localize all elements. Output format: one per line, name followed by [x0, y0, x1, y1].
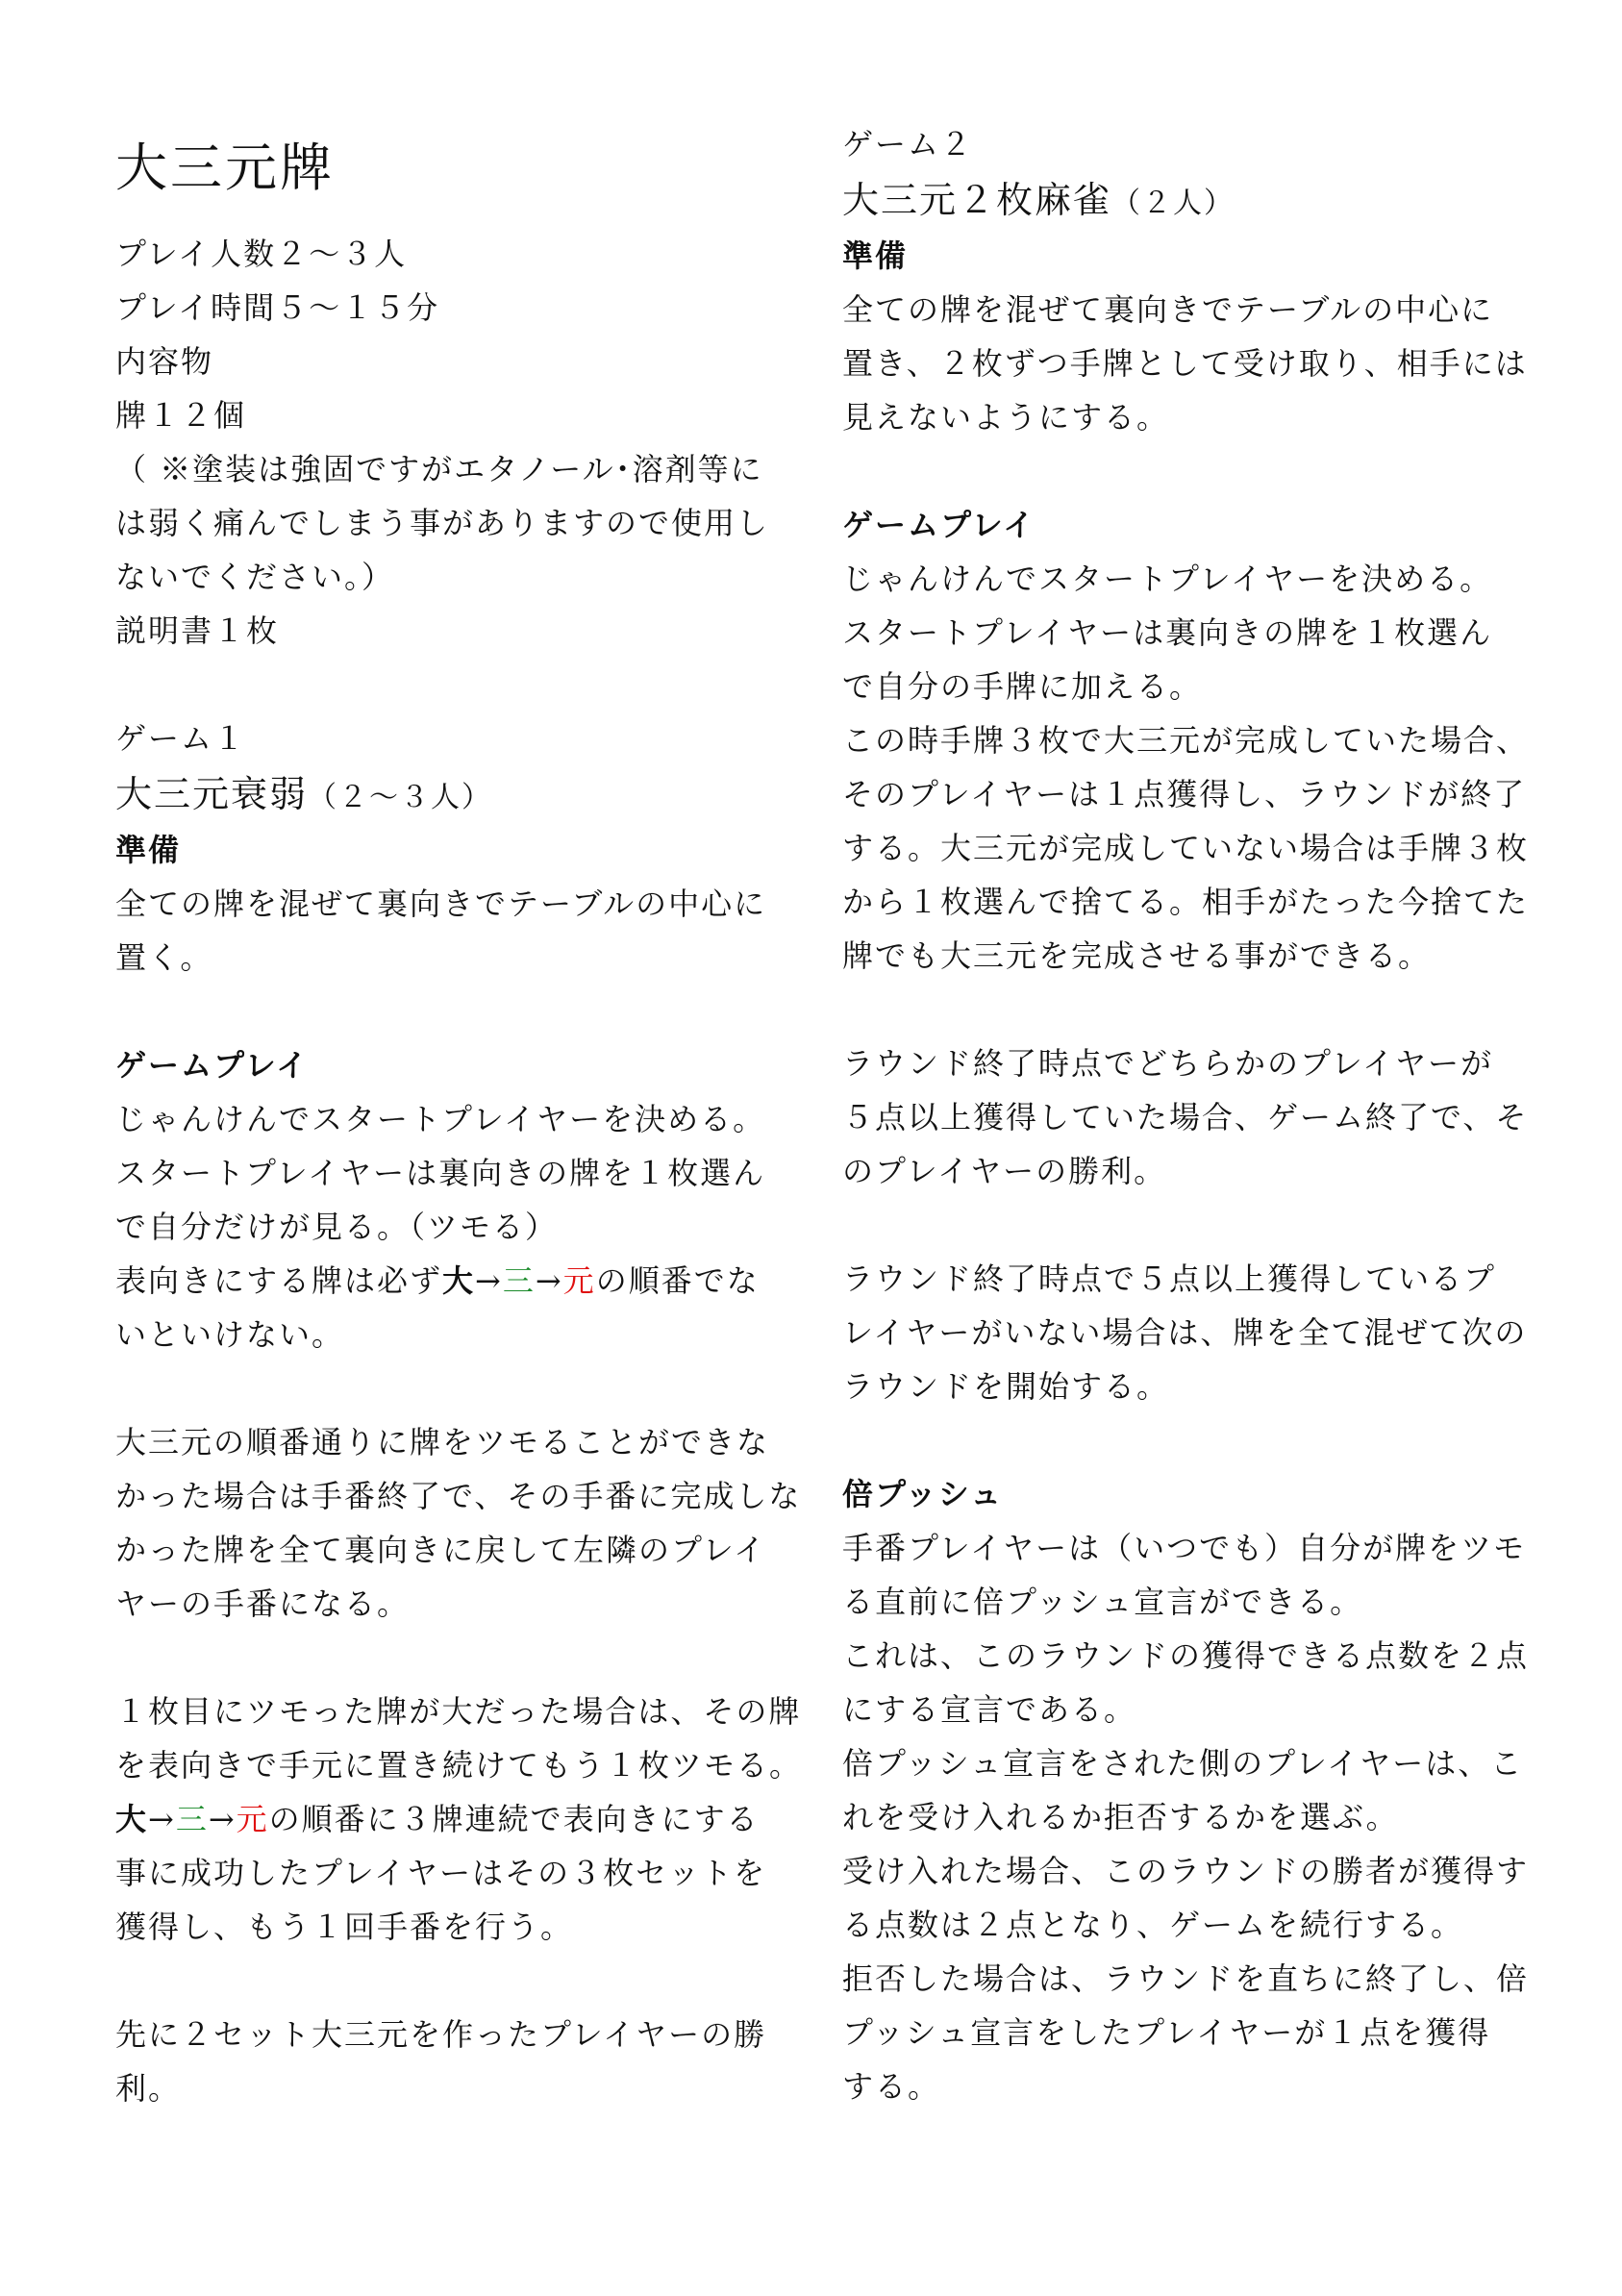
info-line: は弱く痛んでしまう事がありますので使用し	[115, 505, 770, 541]
play-line: スタートプレイヤーは裏向きの牌を１枚選ん	[115, 1155, 766, 1191]
info-line: 内容物	[115, 343, 214, 380]
play-line: 牌でも大三元を完成させる事ができる。	[842, 937, 1432, 974]
game-label: ゲーム２	[842, 126, 974, 162]
play-line: で自分だけが見る。（ツモる）	[115, 1209, 559, 1245]
info-line: プレイ人数２～３人	[115, 236, 408, 272]
tile-dai: 大	[115, 1801, 149, 1837]
game-title	[842, 171, 1535, 229]
play-line: で自分の手牌に加える。	[842, 668, 1203, 705]
game-label: ゲーム１	[115, 720, 247, 757]
tile-gen: 元	[236, 1801, 269, 1837]
seq-post: の順番に３牌連続で表向きにする	[268, 1801, 760, 1837]
push-line: れを受け入れるか拒否するかを選ぶ。	[842, 1799, 1399, 1835]
info-line: ないでください。）	[115, 559, 395, 595]
play-line: じゃんけんでスタートプレイヤーを決める。	[842, 561, 1493, 597]
push-line: 手番プレイヤーは（いつでも）自分が牌をツモ	[842, 1530, 1527, 1566]
arrow: →	[475, 1262, 503, 1299]
push-line: プッシュ宣言をしたプレイヤーが１点を獲得	[842, 2014, 1491, 2051]
push-line: 倍プッシュ宣言をされた側のプレイヤーは、こ	[842, 1745, 1524, 1782]
tile-gen: 元	[562, 1262, 596, 1299]
game-title-main: 大三元２枚麻雀	[842, 179, 1112, 221]
play-line: から１枚選んで捨てる。相手がたった今捨てた	[842, 884, 1530, 920]
prep-line: 全ての牌を混ぜて裏向きでテーブルの中心に	[115, 886, 767, 922]
info-line: （ ※塗装は強固ですがエタノール･溶剤等に	[115, 451, 763, 487]
play-line: いといけない。	[115, 1316, 345, 1353]
prep-heading: 準備	[115, 832, 182, 868]
info-line: 牌１２個	[115, 397, 247, 434]
play-line: じゃんけんでスタートプレイヤーを決める。	[115, 1101, 766, 1137]
rule-line: を表向きで手元に置き続けてもう１枚ツモる。	[115, 1747, 803, 1784]
push-line: る直前に倍プッシュ宣言ができる。	[842, 1584, 1363, 1620]
arrow: →	[208, 1801, 237, 1837]
game-title	[115, 765, 808, 823]
product-info	[115, 227, 808, 658]
game-title-main: 大三元衰弱	[115, 773, 309, 815]
play-line: そのプレイヤーは１点獲得し、ラウンドが終了	[842, 776, 1527, 812]
order-line	[115, 1254, 808, 1308]
rule-line: 獲得し、もう１回手番を行う。	[115, 1909, 574, 1945]
info-line: 説明書１枚	[115, 612, 280, 649]
rule-line: ヤーの手番になる。	[115, 1585, 411, 1622]
rule-line: かった場合は手番終了で、その手番に完成しな	[115, 1478, 802, 1514]
push-line: これは、このラウンドの獲得できる点数を２点	[842, 1637, 1530, 1674]
rule-line: 事に成功したプレイヤーはその３枚セットを	[115, 1855, 767, 1891]
arrow: →	[148, 1801, 176, 1837]
push-line: 拒否した場合は、ラウンドを直ちに終了し、倍	[842, 1960, 1530, 1997]
order-post: の順番でな	[595, 1262, 760, 1299]
info-line: プレイ時間５～１５分	[115, 289, 440, 326]
rule-line: ラウンド終了時点でどちらかのプレイヤーが	[842, 1045, 1494, 1082]
game-title-players: （２人）	[1111, 187, 1235, 220]
prep-line: 見えないようにする。	[842, 399, 1170, 436]
rule-line: のプレイヤーの勝利。	[842, 1153, 1167, 1189]
prep-heading: 準備	[842, 237, 909, 274]
play-heading: ゲームプレイ	[842, 507, 1036, 543]
arrow: →	[535, 1262, 563, 1299]
rule-line: かった牌を全て裏向きに戻して左隣のプレイ	[115, 1532, 767, 1568]
rule-line: ラウンドを開始する。	[842, 1368, 1170, 1405]
prep-line: 置く。	[115, 939, 213, 976]
game-title-players: （２～３人）	[308, 781, 493, 814]
play-line: この時手牌３枚で大三元が完成していた場合、	[842, 722, 1530, 759]
tile-san: 三	[502, 1262, 536, 1299]
tile-san: 三	[175, 1801, 209, 1837]
tile-dai: 大	[442, 1262, 476, 1299]
rule-line: ラウンド終了時点で５点以上獲得しているプ	[842, 1260, 1497, 1297]
prep-line: 置き、２枚ずつ手牌として受け取り、相手には	[842, 345, 1528, 382]
rule-line: 先に２セット大三元を作ったプレイヤーの勝	[115, 2016, 767, 2053]
order-pre: 表向きにする牌は必ず	[115, 1262, 443, 1299]
push-heading: 倍プッシュ	[842, 1476, 1004, 1512]
rule-line: 大三元の順番通りに牌をツモることができな	[115, 1424, 770, 1460]
play-heading: ゲームプレイ	[115, 1047, 310, 1084]
game2-section	[842, 117, 1535, 2113]
rule-line: ５点以上獲得していた場合、ゲーム終了で、そ	[842, 1099, 1529, 1136]
page-title: 大三元牌	[115, 137, 335, 198]
play-line: する。大三元が完成していない場合は手牌３枚	[842, 830, 1530, 866]
push-line: する。	[842, 2068, 941, 2105]
push-line: にする宣言である。	[842, 1691, 1137, 1728]
prep-line: 全ての牌を混ぜて裏向きでテーブルの中心に	[842, 291, 1494, 328]
seq-line	[115, 1792, 808, 1846]
rule-line: レイヤーがいない場合は、牌を全て混ぜて次の	[842, 1314, 1528, 1351]
push-line: 受け入れた場合、このラウンドの勝者が獲得す	[842, 1853, 1530, 1889]
game1-section	[115, 711, 808, 2115]
push-line: る点数は２点となり、ゲームを続行する。	[842, 1907, 1464, 1943]
rule-line: １枚目にツモった牌が大だった場合は、その牌	[115, 1693, 802, 1730]
play-line: スタートプレイヤーは裏向きの牌を１枚選ん	[842, 614, 1493, 651]
rule-line: 利。	[115, 2070, 182, 2107]
